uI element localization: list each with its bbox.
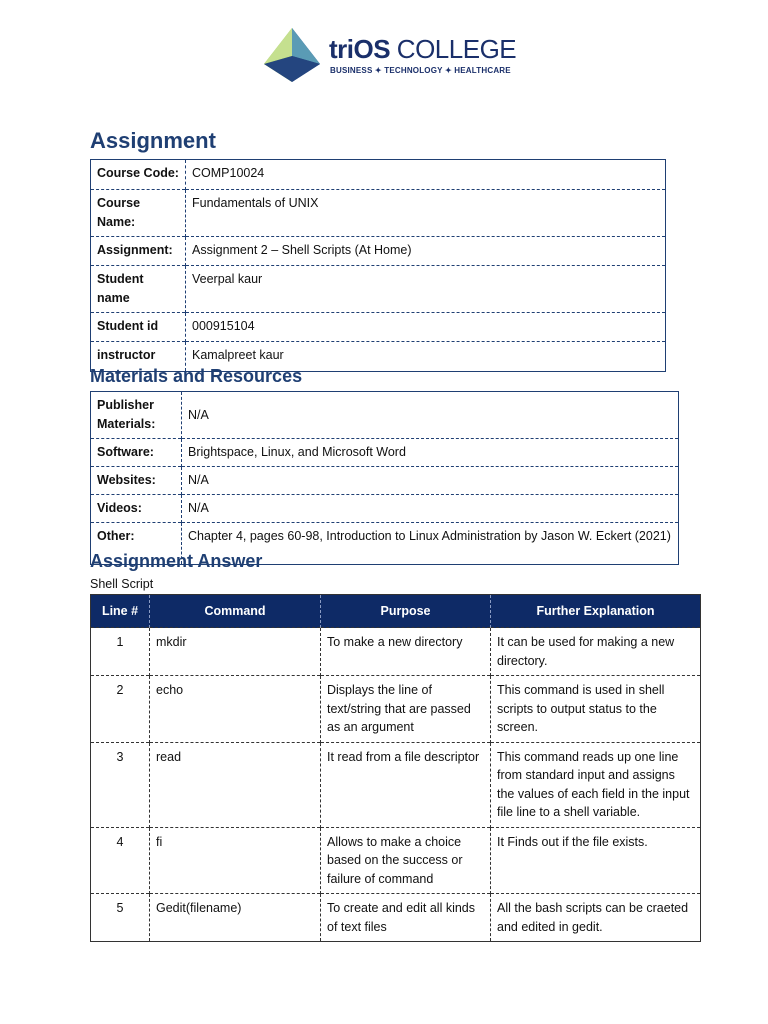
explanation-cell: This command is used in shell scripts to output status to the screen.: [491, 676, 701, 743]
purpose-cell: To create and edit all kinds of text files: [321, 894, 491, 942]
info-row: [91, 237, 666, 266]
pyramid-logo-icon: [262, 26, 324, 84]
info-value: COMP10024: [192, 166, 265, 180]
purpose-cell: Allows to make a choice based on the success or failure of command: [321, 827, 491, 894]
column-header: Command: [150, 595, 321, 628]
purpose-cell: It read from a file descriptor: [321, 742, 491, 827]
info-label: Course Name:: [91, 190, 186, 237]
command-cell: mkdir: [150, 628, 321, 676]
line-number-cell: 1: [91, 628, 150, 676]
info-label: Student id: [91, 313, 186, 342]
info-value: Veerpal kaur: [192, 272, 263, 286]
table-row: [91, 827, 701, 894]
line-number-cell: 2: [91, 676, 150, 743]
college-logo: [262, 26, 517, 86]
shell-script-table: [90, 594, 701, 942]
explanation-cell: All the bash scripts can be craeted and edited in gedit.: [491, 894, 701, 942]
command-cell: Gedit(filename): [150, 894, 321, 942]
table-row: [91, 628, 701, 676]
purpose-cell: To make a new directory: [321, 628, 491, 676]
table-row: [91, 894, 701, 942]
assignment-heading: Assignment: [90, 128, 216, 153]
table-row: [91, 676, 701, 743]
line-number-cell: 4: [91, 827, 150, 894]
materials-value: N/A: [188, 473, 209, 487]
info-value: Kamalpreet kaur: [192, 348, 284, 362]
info-row: [91, 266, 666, 313]
materials-label: Websites:: [91, 467, 182, 495]
answer-heading: Assignment Answer: [90, 551, 263, 571]
table-row: [91, 742, 701, 827]
materials-row: [91, 467, 679, 495]
info-label: Assignment:: [91, 237, 186, 266]
materials-value: Chapter 4, pages 60-98, Introduction to Linux Administration by Jason W. Eckert (2021): [188, 529, 671, 543]
materials-value: N/A: [188, 407, 209, 422]
materials-label: Videos:: [91, 495, 182, 523]
explanation-cell: It can be used for making a new directory.: [491, 628, 701, 676]
info-label: instructor: [91, 342, 186, 372]
materials-label: Software:: [91, 439, 182, 467]
column-header: Purpose: [321, 595, 491, 628]
info-value: Fundamentals of UNIX: [192, 196, 319, 210]
column-header: Further Explanation: [491, 595, 701, 628]
table-header-row: [91, 595, 701, 628]
command-cell: echo: [150, 676, 321, 743]
command-cell: fi: [150, 827, 321, 894]
materials-label: Publisher Materials:: [91, 392, 182, 439]
line-number-cell: 3: [91, 742, 150, 827]
assignment-info-table: [90, 159, 666, 372]
explanation-cell: This command reads up one line from standard input and assigns the values of each field in the input file line to a shell variable.: [491, 742, 701, 827]
info-label: Student name: [91, 266, 186, 313]
materials-row: [91, 495, 679, 523]
column-header: Line #: [91, 595, 150, 628]
materials-heading: Materials and Resources: [90, 366, 303, 386]
info-value: Assignment 2 – Shell Scripts (At Home): [192, 243, 412, 257]
logo-tagline: BUSINESS ✦ TECHNOLOGY ✦ HEALTHCARE: [330, 66, 511, 75]
materials-label: Other:: [91, 523, 182, 565]
explanation-cell: It Finds out if the file exists.: [491, 827, 701, 894]
info-row: [91, 190, 666, 237]
info-row: [91, 313, 666, 342]
purpose-cell: Displays the line of text/string that are passed as an argument: [321, 676, 491, 743]
info-row: [91, 160, 666, 190]
materials-row: [91, 392, 679, 439]
logo-wordmark: triOS COLLEGE: [329, 34, 517, 64]
materials-value: N/A: [188, 501, 209, 515]
line-number-cell: 5: [91, 894, 150, 942]
info-value: 000915104: [192, 319, 255, 333]
command-cell: read: [150, 742, 321, 827]
answer-subtitle: Shell Script: [90, 577, 154, 591]
materials-value: Brightspace, Linux, and Microsoft Word: [188, 445, 406, 459]
info-label: Course Code:: [91, 160, 186, 190]
materials-table: [90, 391, 679, 565]
materials-row: [91, 439, 679, 467]
